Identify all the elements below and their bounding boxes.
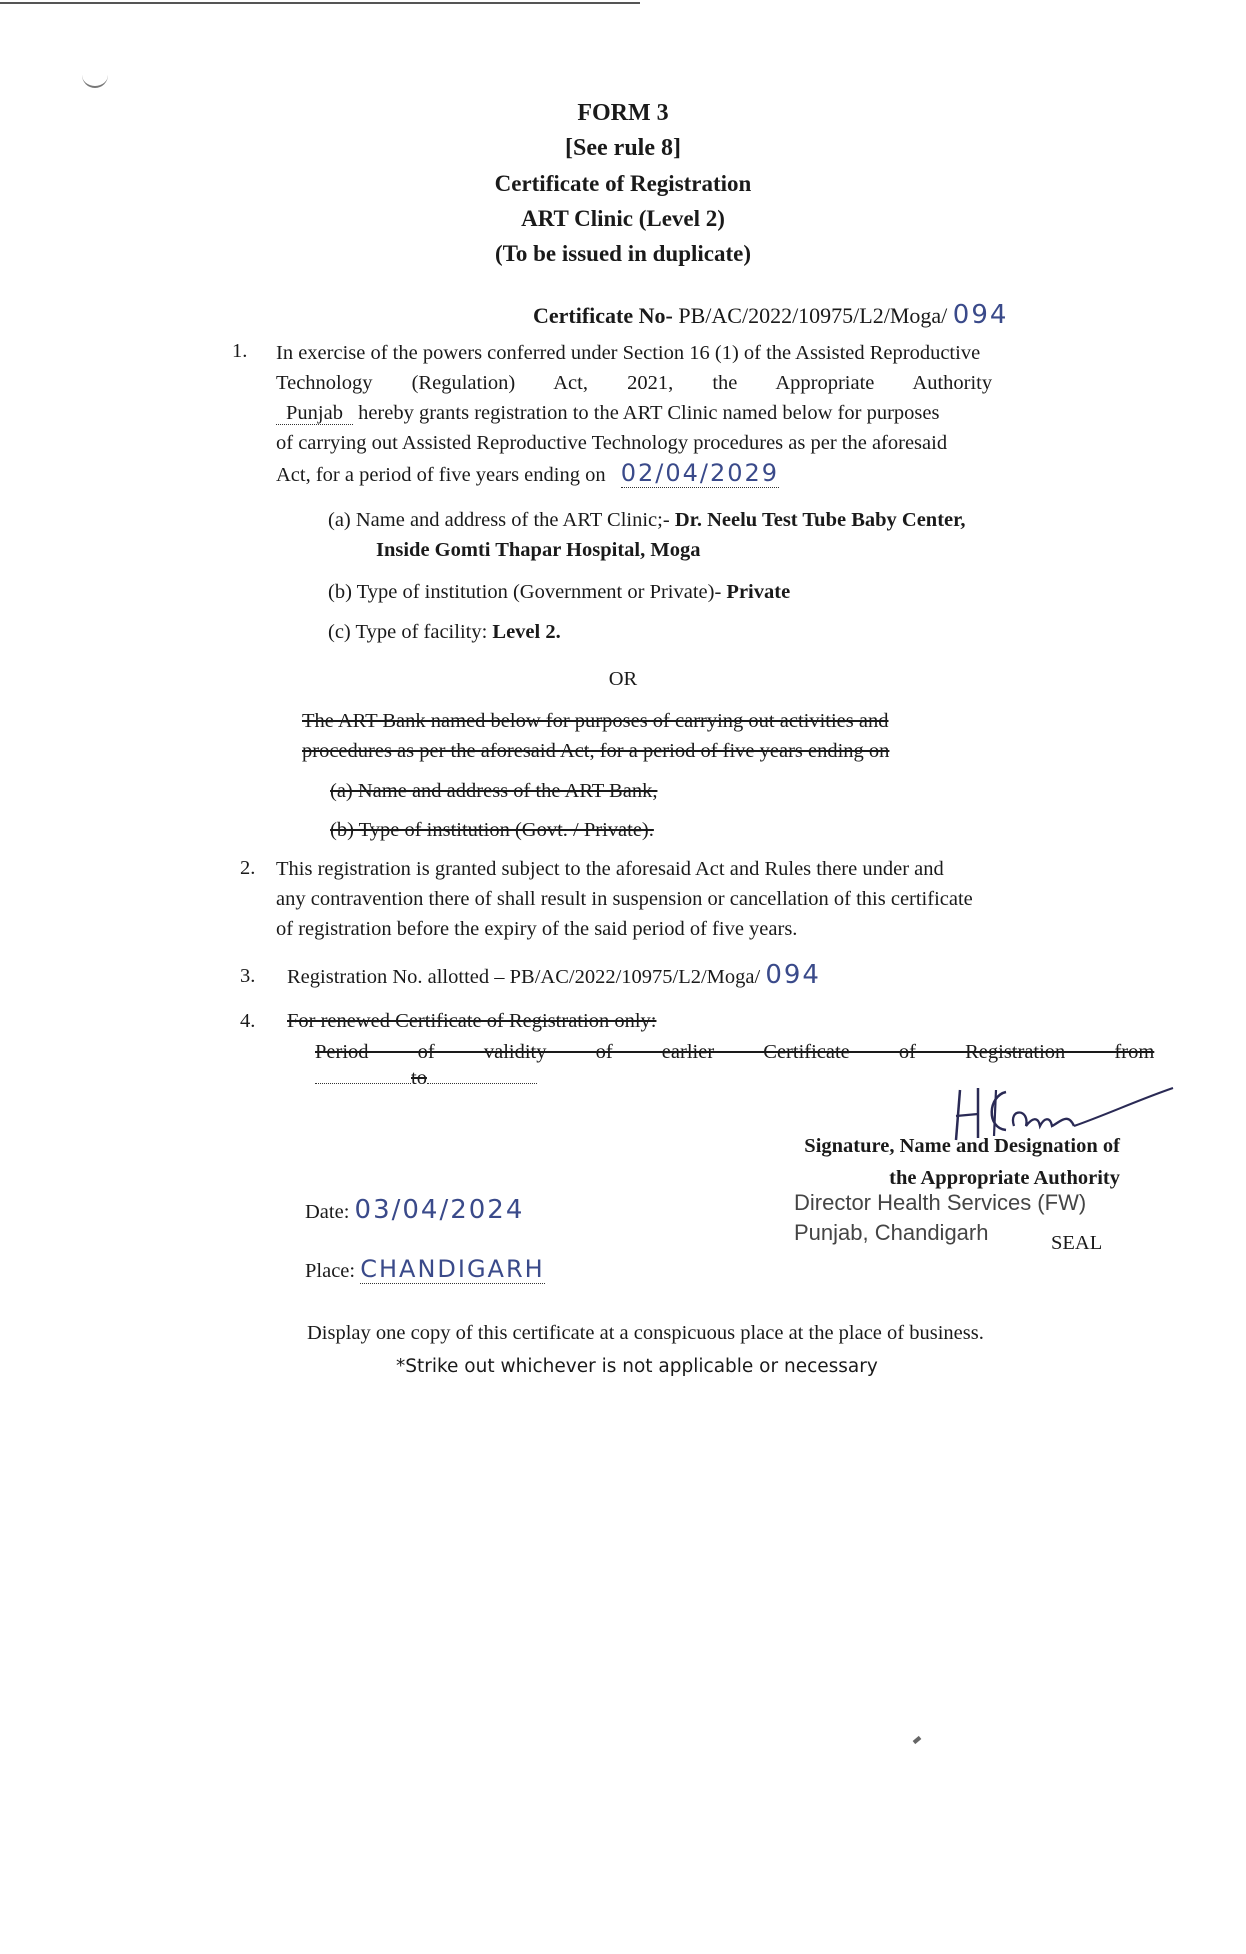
art-bank-item-a: (a) Name and address of the ART Bank, bbox=[330, 780, 658, 802]
or-divider: OR bbox=[608, 668, 638, 690]
clinic-name-row bbox=[328, 505, 965, 535]
facility-type-row bbox=[328, 617, 561, 647]
clinic-type-title: ART Clinic (Level 2) bbox=[521, 206, 725, 231]
signature-label-line-1: Signature, Name and Designation of bbox=[804, 1135, 1120, 1157]
clinic-name-value: Dr. Neelu Test Tube Baby Center, bbox=[674, 509, 966, 531]
clinic-address-value: Inside Gomti Thapar Hospital, Moga bbox=[376, 539, 701, 561]
strike-out-note: *Strike out whichever is not applicable or necessary bbox=[396, 1356, 878, 1377]
scan-speck bbox=[913, 1736, 922, 1744]
renewal-from-blank bbox=[315, 1083, 411, 1084]
art-bank-paragraph bbox=[302, 706, 1118, 766]
renewal-period-text: Period of validity of earlier Certificate of Registration from bbox=[315, 1041, 1155, 1063]
registration-number-value: PB/AC/2022/10975/L2/Moga/ bbox=[509, 966, 761, 988]
certificate-label: Certificate No- bbox=[533, 303, 673, 328]
registration-number-row bbox=[287, 960, 821, 992]
institution-type-label: (b) Type of institution (Government or Private)- bbox=[328, 581, 722, 603]
item-4-number: 4. bbox=[240, 1010, 256, 1032]
certificate-number bbox=[533, 300, 1008, 330]
registration-handwritten-suffix: 094 bbox=[765, 960, 821, 990]
facility-type-label: (c) Type of facility: bbox=[328, 621, 488, 643]
renewal-dates-row bbox=[315, 1063, 537, 1093]
item-2-number: 2. bbox=[240, 857, 256, 879]
item-1-number: 1. bbox=[232, 340, 248, 362]
item-2-paragraph bbox=[276, 854, 1118, 944]
stamp-line-1: Director Health Services (FW) bbox=[794, 1190, 1087, 1215]
certificate-number-value: PB/AC/2022/10975/L2/Moga/ bbox=[678, 303, 948, 328]
stamp-line-2: Punjab, Chandigarh bbox=[794, 1220, 989, 1245]
place-label: Place: bbox=[305, 1260, 356, 1282]
renewal-heading: For renewed Certificate of Registration only: bbox=[287, 1010, 657, 1032]
seal-label: SEAL bbox=[1051, 1232, 1103, 1254]
place-handwritten-value: CHANDIGARH bbox=[360, 1255, 545, 1283]
certificate-title: Certificate of Registration bbox=[494, 171, 752, 196]
designation-stamp bbox=[794, 1188, 1086, 1248]
display-instruction: Display one copy of this certificate at a conspicuous place at the place of business. bbox=[307, 1322, 984, 1344]
scan-mark bbox=[82, 74, 108, 88]
clinic-name-label: (a) Name and address of the ART Clinic;- bbox=[328, 509, 670, 531]
item-2-line-2: any contravention there of shall result in suspension or cancellation of this certificate bbox=[276, 888, 973, 910]
item-1-line-1: In exercise of the powers conferred under Section 16 (1) of the Assisted Reproductive bbox=[276, 342, 981, 364]
item-1-line-5 bbox=[276, 458, 1118, 490]
renewal-to-text: to bbox=[411, 1067, 427, 1089]
form-header bbox=[0, 96, 1246, 271]
item-1-line-2-text: Technology (Regulation) Act, 2021, the Appropriate Authority bbox=[276, 372, 993, 394]
item-1-line-4: of carrying out Assisted Reproductive Technology procedures as per the aforesaid bbox=[276, 432, 948, 454]
institution-type-row bbox=[328, 577, 790, 607]
art-bank-item-b: (b) Type of institution (Govt. / Private). bbox=[330, 819, 654, 841]
item-3-number: 3. bbox=[240, 965, 256, 987]
date-handwritten-value: 03/04/2024 bbox=[354, 1195, 525, 1225]
item-2-line-3: of registration before the expiry of the said period of five years. bbox=[276, 918, 798, 940]
item-1-line-5-text: Act, for a period of five years ending on bbox=[276, 464, 606, 486]
form-number: FORM 3 bbox=[577, 100, 669, 126]
end-date-handwritten: 02/04/2029 bbox=[620, 459, 780, 487]
signature-label bbox=[804, 1130, 1120, 1194]
date-row bbox=[305, 1195, 524, 1225]
art-bank-line-1: The ART Bank named below for purposes of carrying out activities and bbox=[302, 710, 889, 732]
facility-type-value: Level 2. bbox=[492, 621, 561, 643]
renewal-to-blank bbox=[427, 1083, 537, 1084]
certificate-handwritten-suffix: 094 bbox=[952, 300, 1009, 330]
rule-reference: [See rule 8] bbox=[565, 135, 681, 161]
institution-type-value: Private bbox=[726, 581, 791, 603]
date-label: Date: bbox=[305, 1201, 350, 1223]
signature-label-line-2: the Appropriate Authority bbox=[889, 1167, 1120, 1189]
place-row bbox=[305, 1255, 545, 1283]
issue-note: (To be issued in duplicate) bbox=[494, 241, 752, 266]
item-1-line-3 bbox=[276, 398, 1118, 428]
scan-top-edge bbox=[0, 2, 640, 4]
item-2-line-1: This registration is granted subject to the aforesaid Act and Rules there under and bbox=[276, 858, 944, 880]
item-1-line-2 bbox=[276, 368, 1118, 398]
item-1-line-3-rest: hereby grants registration to the ART Clinic named below for purposes bbox=[358, 402, 940, 424]
authority-name: Punjab bbox=[276, 402, 353, 425]
art-bank-line-2: procedures as per the aforesaid Act, for a period of five years ending on bbox=[302, 740, 890, 762]
item-1-paragraph bbox=[276, 338, 1118, 490]
registration-number-label: Registration No. allotted – bbox=[287, 966, 505, 988]
